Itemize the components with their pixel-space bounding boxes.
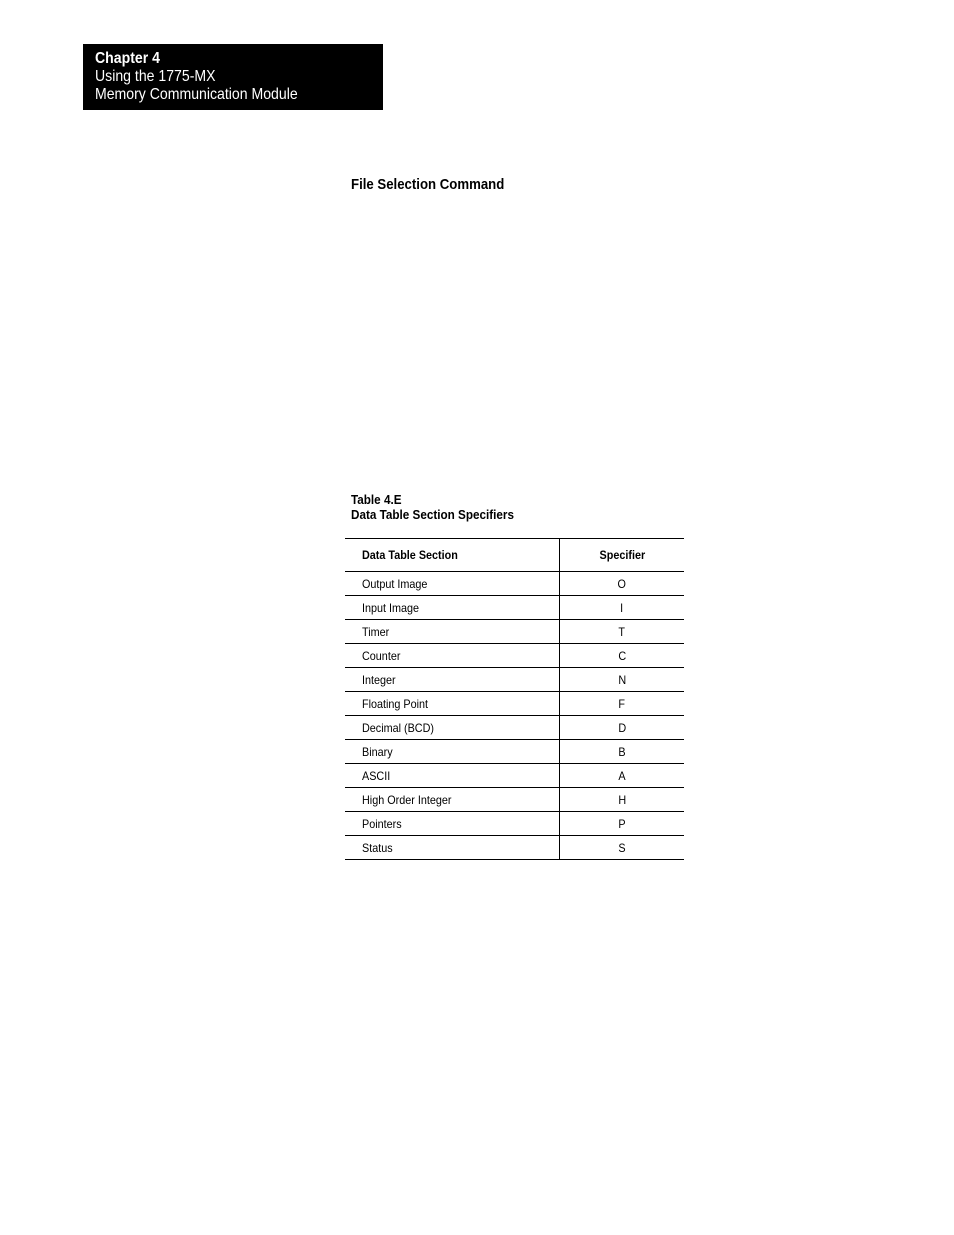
cell-section: Pointers: [345, 812, 560, 836]
cell-section: Status: [345, 836, 560, 860]
table-row: [345, 620, 684, 644]
cell-specifier: P: [618, 816, 626, 831]
cell-specifier: O: [617, 576, 627, 591]
cell-section: Input Image: [345, 596, 560, 620]
cell-section: Integer: [345, 668, 560, 692]
cell-section: High Order Integer: [345, 788, 560, 812]
table-row: [345, 836, 684, 860]
cell-specifier: H: [618, 792, 626, 807]
table-row: [345, 692, 684, 716]
cell-specifier: C: [618, 648, 626, 663]
chapter-number: Chapter 4: [95, 50, 160, 67]
chapter-header: [83, 44, 383, 110]
cell-section: Decimal (BCD): [345, 716, 560, 740]
table-caption: [351, 492, 514, 522]
cell-section: ASCII: [345, 764, 560, 788]
table-row: [345, 668, 684, 692]
cell-specifier: A: [618, 768, 626, 783]
cell-specifier: F: [618, 696, 626, 711]
cell-specifier: T: [618, 624, 626, 639]
table-row: [345, 572, 684, 596]
section-heading: File Selection Command: [351, 176, 505, 193]
column-header-section: Data Table Section: [345, 539, 560, 572]
cell-specifier: S: [618, 840, 626, 855]
table-number: Table 4.E: [351, 492, 402, 507]
chapter-title-line-2: Memory Communication Module: [95, 86, 298, 103]
table-title: Data Table Section Specifiers: [351, 507, 514, 522]
cell-section: Counter: [345, 644, 560, 668]
table-row: [345, 716, 684, 740]
table-row: [345, 788, 684, 812]
table-row: [345, 764, 684, 788]
table-row: [345, 812, 684, 836]
cell-specifier: D: [618, 720, 626, 735]
cell-specifier: B: [618, 744, 626, 759]
table-header-row: [345, 539, 684, 572]
chapter-title-line-1: Using the 1775-MX: [95, 68, 216, 85]
cell-section: Timer: [345, 620, 560, 644]
cell-specifier: N: [618, 672, 626, 687]
cell-specifier: I: [620, 600, 624, 615]
table-row: [345, 644, 684, 668]
specifier-table: [345, 538, 684, 860]
cell-section: Floating Point: [345, 692, 560, 716]
table-row: [345, 596, 684, 620]
cell-section: Output Image: [345, 572, 560, 596]
cell-section: Binary: [345, 740, 560, 764]
column-header-specifier: Specifier: [599, 548, 645, 562]
table-row: [345, 740, 684, 764]
